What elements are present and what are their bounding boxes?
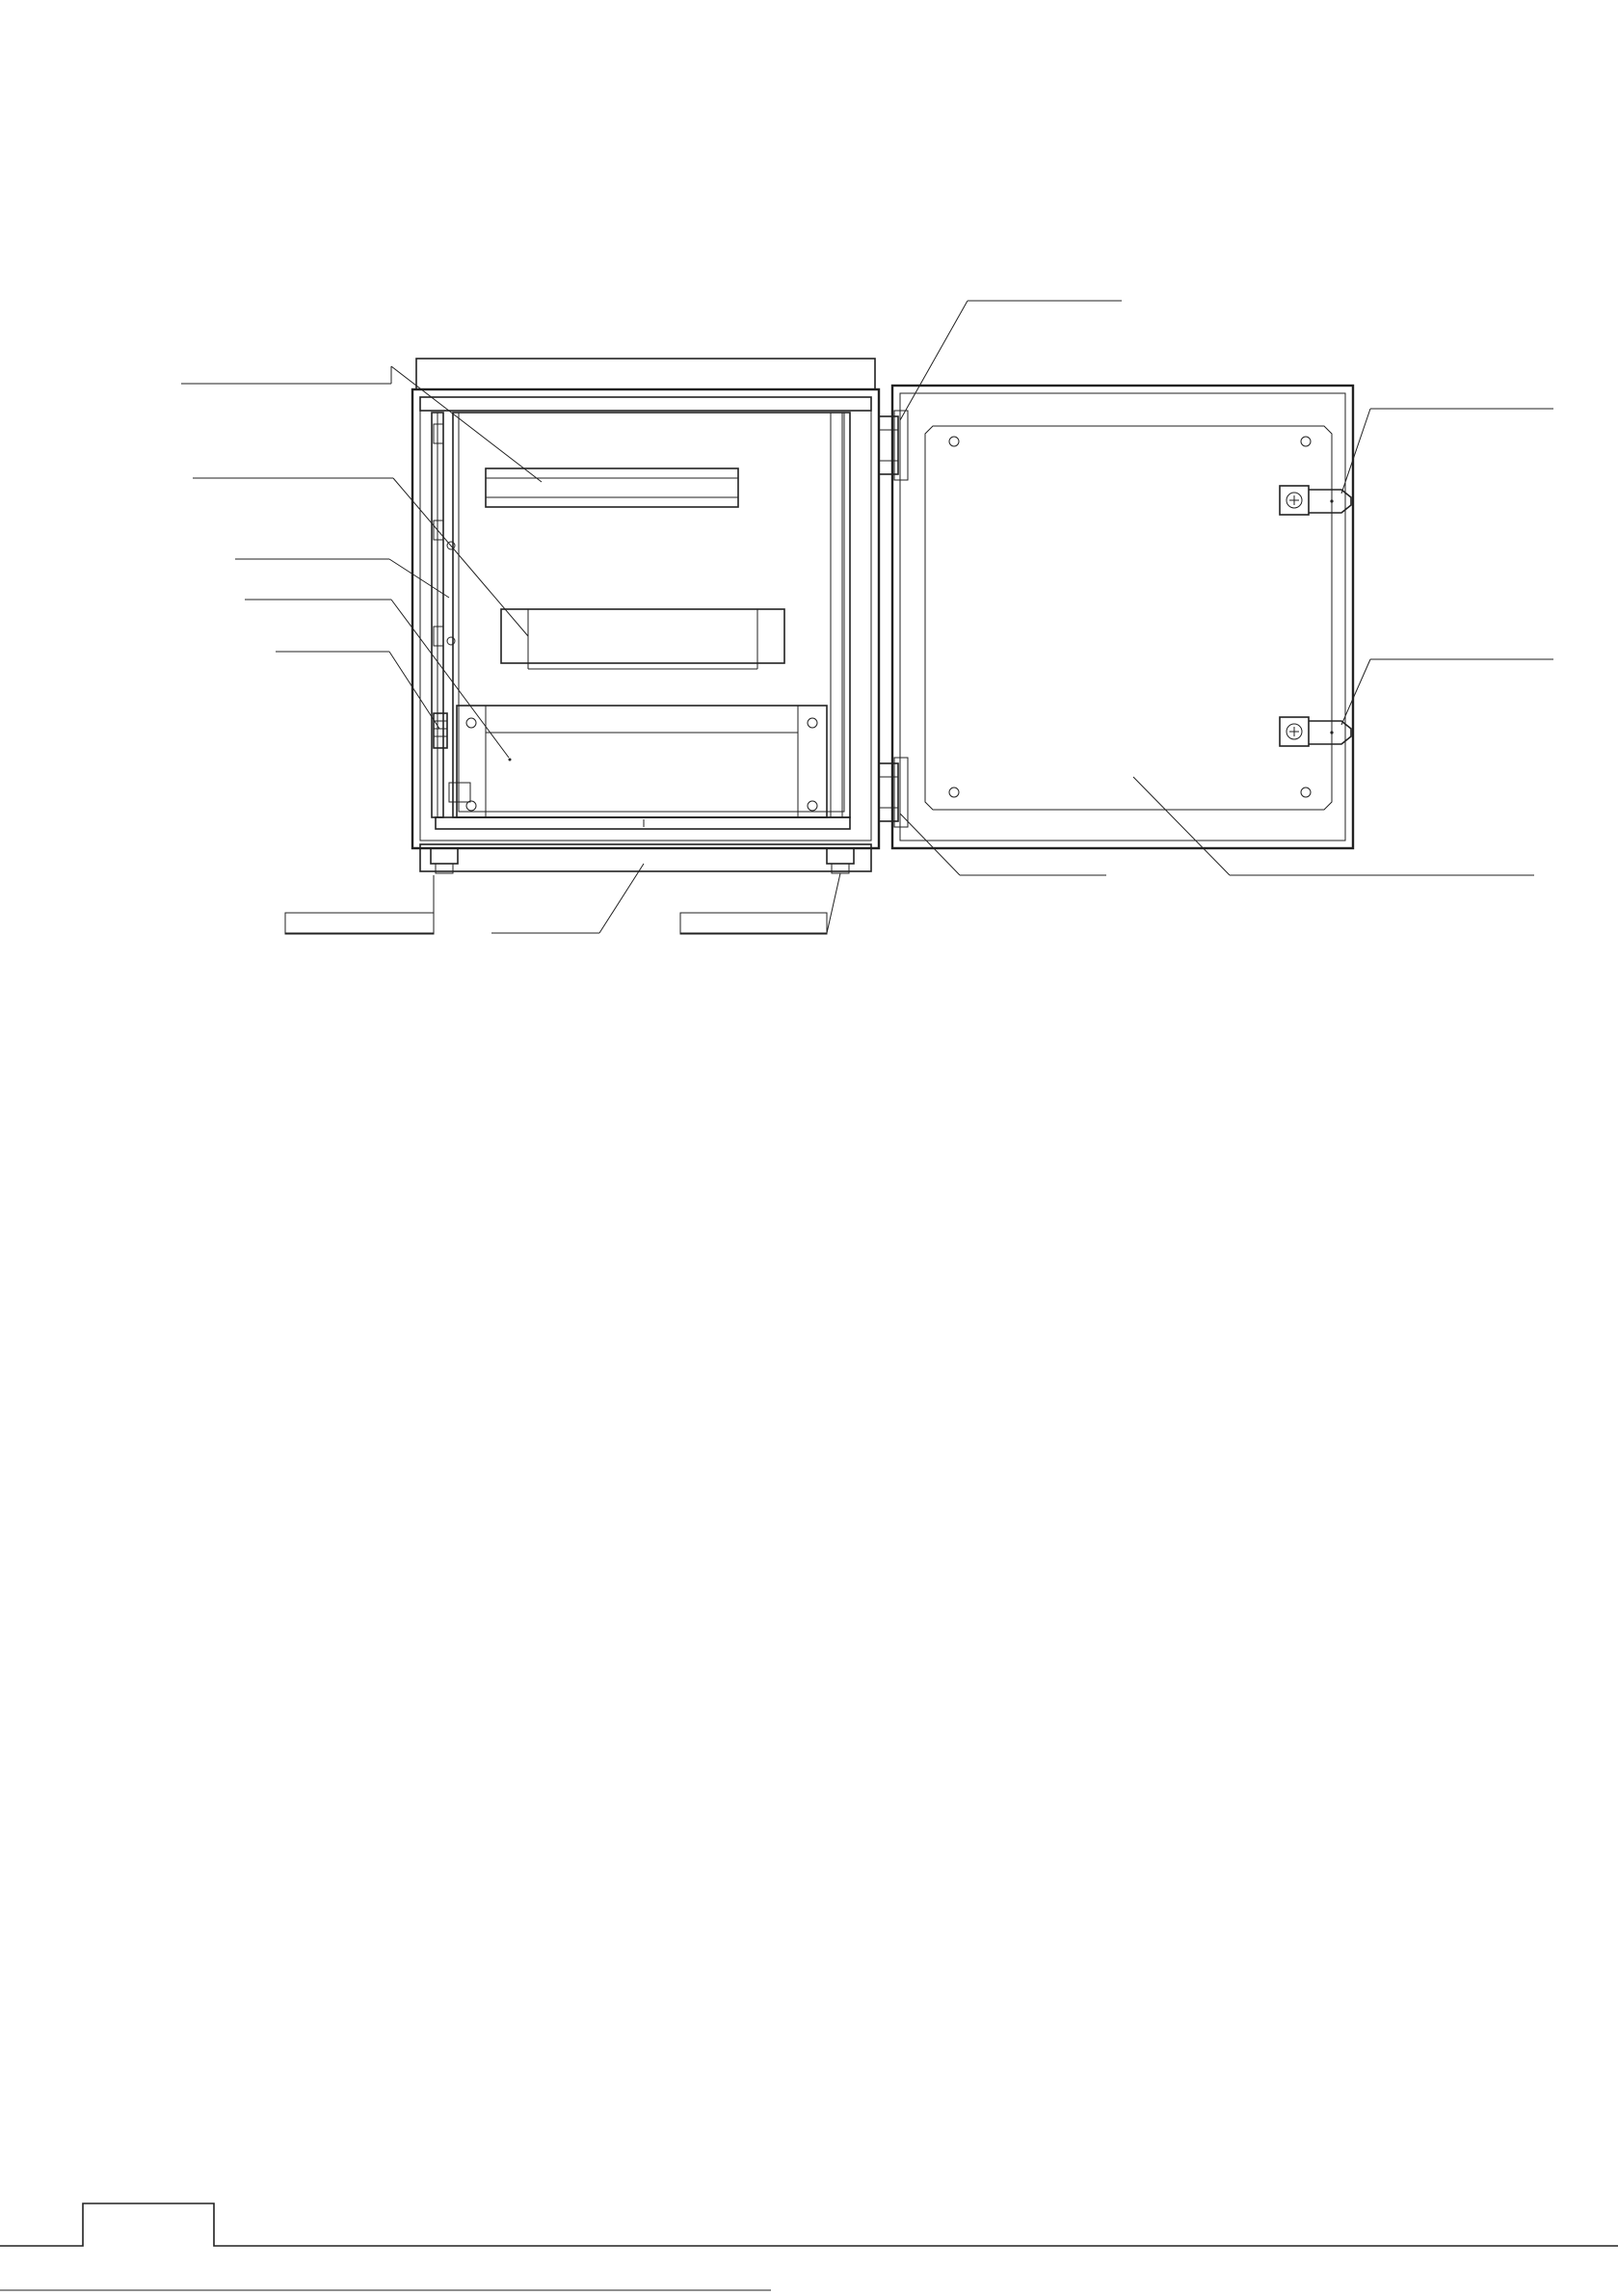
cabinet-body — [412, 359, 879, 848]
din-rail — [486, 468, 738, 507]
cable-gland-right — [827, 848, 854, 873]
cable-gland-left — [431, 848, 458, 873]
grounding-stud — [434, 713, 470, 802]
page-frame-bottom — [0, 2203, 1618, 2290]
cabinet-door — [892, 386, 1353, 848]
battery-shelf — [457, 706, 827, 817]
mailbox-lock-top — [1280, 486, 1351, 515]
bottom-bracket — [420, 817, 871, 871]
power-supply-shelf — [501, 609, 784, 669]
splice-cassette — [434, 424, 455, 646]
mailbox-lock-bottom — [1280, 717, 1351, 746]
leader-lines — [181, 301, 1553, 933]
